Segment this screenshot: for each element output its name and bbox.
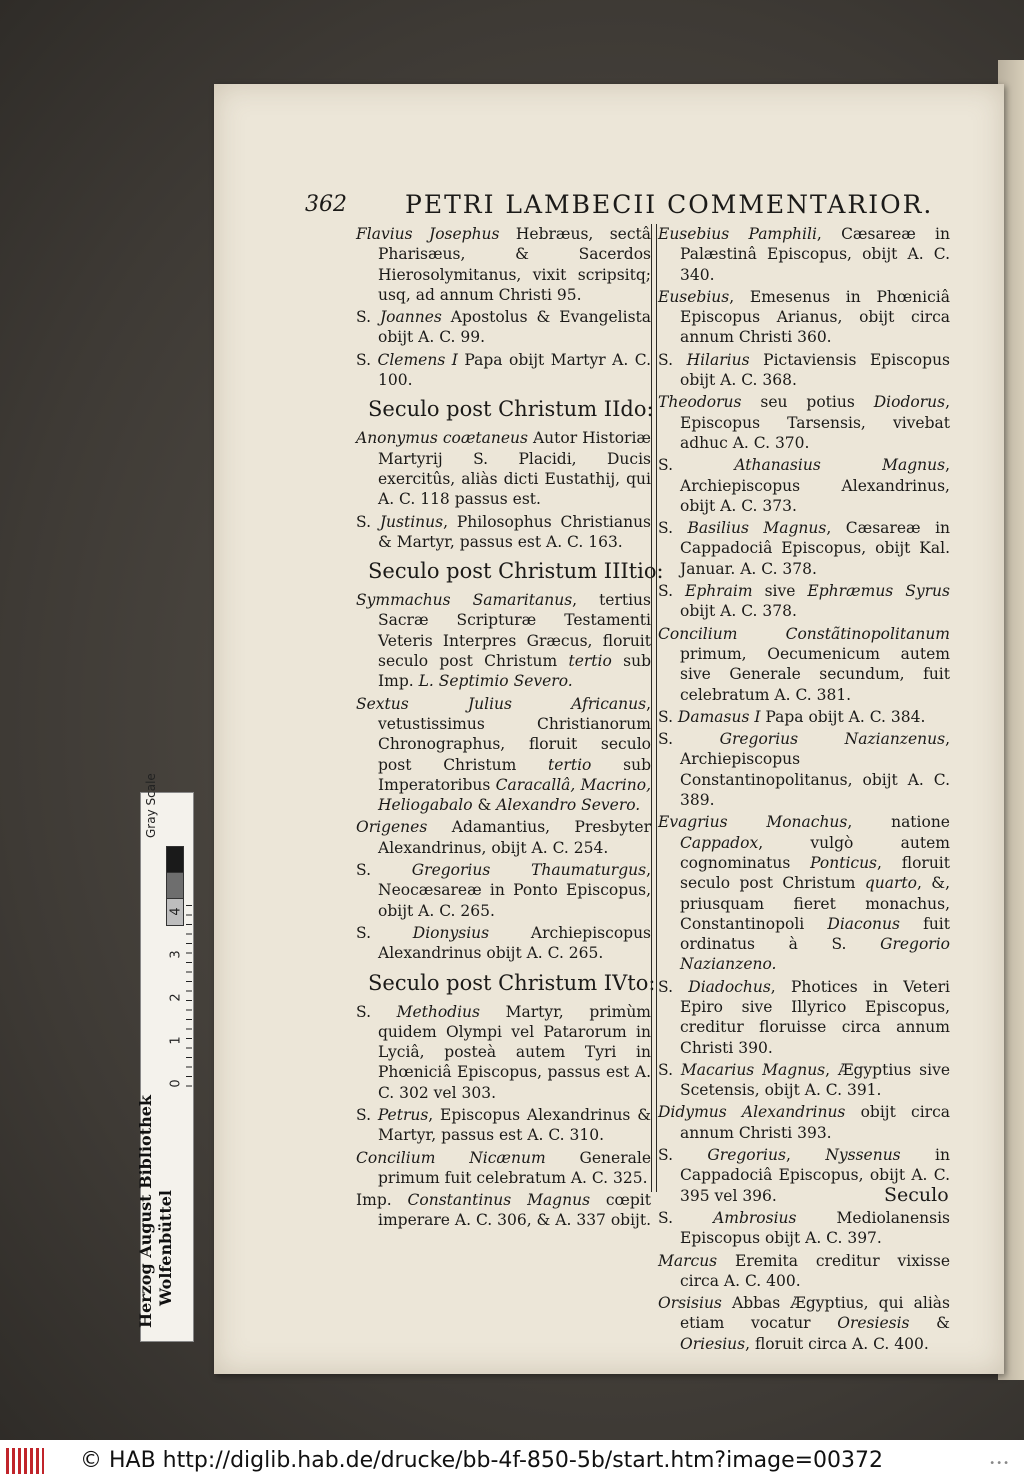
section-heading: Seculo post Christum IVto: [368, 970, 656, 995]
running-head [305, 190, 934, 224]
chronology-entry: Sextus Julius Africanus, vetustissimus Christianorum Chronographus, floruit seculo post Christum tertio sub Imperatoribus Caracallâ, Macrino, Heliogabalo & Alexandro Severo. [356, 694, 651, 815]
chronology-entry: S. Gregorius Nazianzenus, Archiepiscopus Constantinopolitanus, obijt A. C. 389. [658, 730, 950, 810]
chronology-entry: S. Basilius Magnus, Cæsareæ in Cappadociâ Episcopus, obijt Kal. Januar. A. C. 378. [658, 519, 951, 578]
ruler-number: 1 [168, 1036, 184, 1045]
chronology-entry: S. Damasus I Papa obijt A. C. 384. [658, 707, 926, 726]
gray-scale-label: Gray Scale [144, 773, 158, 838]
chronology-entry: Origenes Adamantius, Presbyter Alexandrinus, obijt A. C. 254. [356, 818, 651, 857]
chronology-entry: Concilium Constãtinopolitanum primum, Oecumenicum autem sive Generale secundum, fuit celebratum A. C. 381. [658, 624, 950, 704]
chronology-entry: S. Methodius Martyr, primùm quidem Olympi vel Patarorum in Lyciâ, posteà autem Tyri in Phœniciâ Episcopus, passus est A. C. 302 vel 303. [356, 1002, 651, 1102]
ruler-ticks [186, 905, 192, 1095]
gray-swatch [166, 872, 184, 900]
chronology-entry: Orsisius Abbas Ægyptius, qui aliàs etiam vocatur Oresiesis & Oriesius, floruit circa A. C. 400. [658, 1294, 950, 1353]
running-title: PETRI LAMBECII COMMENTARIOR. [405, 190, 934, 219]
chronology-entry: Marcus Eremita creditur vixisse circa A. C. 400. [658, 1251, 950, 1290]
chronology-entry: S. Dionysius Archiepiscopus Alexandrinus obijt A. C. 265. [356, 923, 652, 963]
hab-logo-icon [6, 1448, 44, 1474]
chronology-entry: S. Justinus, Philosophus Christianus & Martyr, passus est A. C. 163. [356, 512, 652, 551]
chronology-entry: S. Diadochus, Photices in Veteri Epiro sive Illyrico Episcopus, creditur floruisse circa annum Christi 390. [658, 977, 950, 1057]
institution-label [136, 1095, 176, 1328]
chronology-entry: Imp. Constantinus Magnus cœpit imperare A. C. 306, & A. 337 obijt. [356, 1191, 652, 1230]
chronology-entry: Eusebius, Emesenus in Phœniciâ Episcopus Arianus, obijt circa annum Christi 360. [658, 287, 950, 347]
ruler-number: 2 [168, 993, 184, 1002]
section-heading: Seculo post Christum IIItio: [368, 559, 664, 584]
ruler-number: 0 [168, 1079, 184, 1088]
chronology-entry: S. Gregorius, Nyssenus in Cappadociâ Episcopus, obijt A. C. 395 vel 396. [658, 1146, 951, 1205]
footer-dots-icon: ••• [989, 1458, 1010, 1469]
page-number: 362 [305, 192, 347, 217]
chronology-entry: S. Macarius Magnus, Ægyptius sive Scetensis, obijt A. C. 391. [658, 1060, 950, 1100]
chronology-entry: Eusebius Pamphili, Cæsareæ in Palæstinâ Episcopus, obijt A. C. 340. [658, 225, 951, 284]
chronology-entry: Concilium Nicænum Generale primum fuit celebratum A. C. 325. [356, 1148, 651, 1187]
gray-swatch [166, 846, 184, 874]
institution-line-2: Wolfenbüttel [156, 1190, 175, 1306]
catchword: Seculo [884, 1184, 949, 1206]
chronology-entry: S. Gregorius Thaumaturgus, Neocæsareæ in Ponto Episcopus, obijt A. C. 265. [356, 861, 651, 920]
column-rule [651, 224, 657, 1192]
ruler-number: 4 [168, 907, 184, 916]
chronology-entry: Anonymus coætaneus Autor Historiæ Martyrij S. Placidi, Ducis exercitûs, aliàs dicti Eustathij, qui A. C. 118 passus est. [356, 429, 651, 509]
left-column [356, 224, 664, 1233]
chronology-entry: S. Ambrosius Mediolanensis Episcopus obijt A. C. 397. [658, 1208, 950, 1248]
chronology-entry: Symmachus Samaritanus, tertius Sacræ Scripturæ Testamenti Veteris Interpres Græcus, floruit seculo post Christum tertio sub Imp. L. Septimio Severo. [356, 591, 651, 691]
chronology-entry: S. Hilarius Pictaviensis Episcopus obijt A. C. 368. [658, 350, 951, 390]
institution-line-1: Herzog August Bibliothek [136, 1095, 155, 1328]
chronology-entry: S. Joannes Apostolus & Evangelista obijt A. C. 99. [356, 308, 652, 347]
section-heading: Seculo post Christum IIdo: [368, 397, 654, 422]
chronology-entry: S. Ephraim sive Ephræmus Syrus obijt A. C. 378. [658, 582, 950, 621]
chronology-entry: Didymus Alexandrinus obijt circa annum Christi 393. [658, 1103, 950, 1142]
footer-copyright-link[interactable]: © HAB http://diglib.hab.de/drucke/bb-4f-850-5b/start.htm?image=00372 [80, 1448, 884, 1473]
chronology-entry: Flavius Josephus Hebræus, sectâ Pharisæus, & Sacerdos Hierosolymitanus, vixit scripsitq; usq, ad annum Christi 95. [356, 225, 651, 304]
footer-bar [0, 1440, 1024, 1482]
ruler-number: 3 [168, 950, 184, 959]
chronology-entry: S. Athanasius Magnus, Archiepiscopus Alexandrinus, obijt A. C. 373. [658, 456, 950, 515]
chronology-entry: S. Petrus, Episcopus Alexandrinus & Martyr, passus est A. C. 310. [356, 1105, 651, 1145]
chronology-entry: Evagrius Monachus, natione Cappadox, vulgò autem cognominatus Ponticus, floruit seculo post Christum quarto, &, priusquam fieret monachus, Constantinopoli Diaconus fuit ordinatus à S. Gregorio Nazianzeno. [658, 813, 950, 974]
chronology-entry: S. Clemens I Papa obijt Martyr A. C. 100. [356, 350, 651, 390]
chronology-entry: Theodorus seu potius Diodorus, Episcopus Tarsensis, vivebat adhuc A. C. 370. [658, 393, 950, 452]
